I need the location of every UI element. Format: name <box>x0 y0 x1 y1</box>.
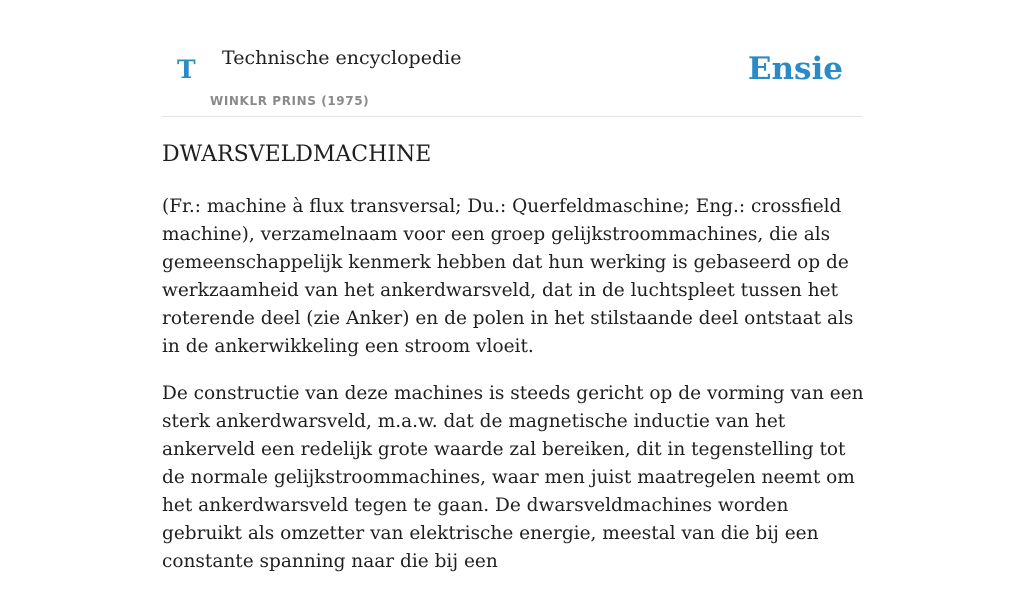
article-paragraph: De constructie van deze machines is steeds gericht op de vorming van een sterk ankerdwarsveld, m.a.w. dat de magnetische inductie van het ankerveld een redelijk grote waarde zal bereiken, dit in tegenstelling tot de normale gelijkstroommachines, waar men juist maatregelen neemt om het ankerdwarsveld tegen te gaan. De dwarsveldmachines worden gebruikt als omzetter van elektrische energie, meestal van die bij een constante spanning naar die bij een <box>162 383 864 572</box>
article-paragraph: (Fr.: machine à flux transversal; Du.: Querfeldmaschine; Eng.: crossfield machine), verzamelnaam voor een groep gelijkstroommachines, die als gemeenschappelijk kenmerk hebben dat hun werking is gebaseerd op de werkzaamheid van het ankerdwarsveld, dat in de luchtspleet tussen het roterende deel (zie Anker) en de polen in het stilstaande deel ontstaat als in de ankerwikkeling een stroom vloeit. <box>162 196 854 357</box>
article-headword: DWARSVELDMACHINE <box>162 142 432 167</box>
encyclopedia-title-link[interactable]: Technische encyclopedie <box>222 47 462 69</box>
article <box>162 140 872 595</box>
source-label: WINKLR PRINS (1975) <box>210 94 370 108</box>
header <box>162 0 862 117</box>
encyclopedia-logo-icon[interactable]: T <box>177 55 196 84</box>
ensie-logo-link[interactable]: Ensie <box>747 51 843 87</box>
